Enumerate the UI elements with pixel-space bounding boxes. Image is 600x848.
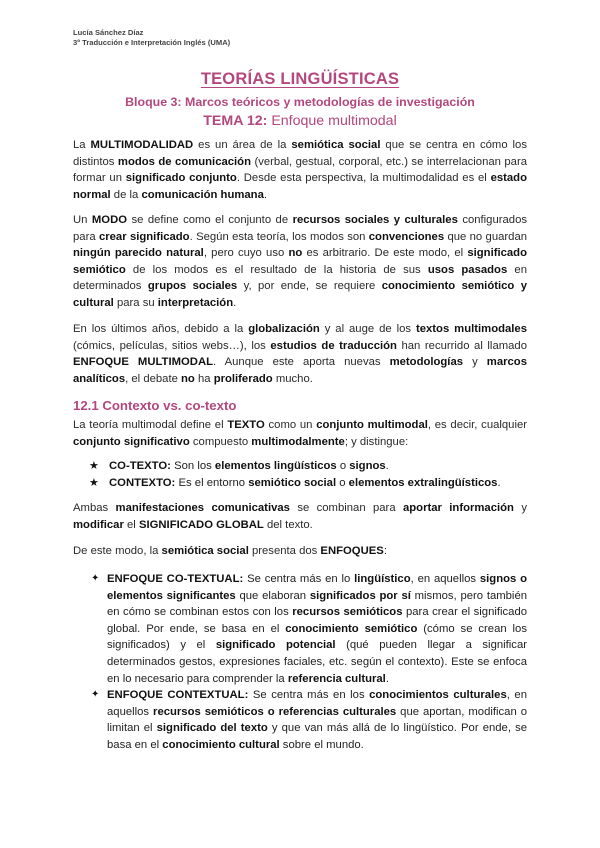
paragraph-enfoque-multimodal: En los últimos años, debido a la globalización y al auge de los textos multimodales (cómics, películas, sitios webs…), los estudios de traducción han recurrido al llamado ENFOQUE MULTIMODAL. Aunque este aporta nuevas metodologías y marcos analíticos, el debate no ha proliferado mucho. bbox=[73, 323, 527, 385]
list-item bbox=[73, 687, 527, 753]
bullet-text: CO-TEXTO: Son los elementos lingüísticos o signos. bbox=[109, 460, 389, 472]
paragraph-texto: La teoría multimodal define el TEXTO como un conjunto multimodal, es decir, cualquier conjunto significativo compuesto multimodalmente; y distingue: bbox=[73, 419, 528, 448]
list-item bbox=[73, 475, 527, 492]
star-bullet-icon: ★ bbox=[89, 476, 99, 489]
block-subtitle: Bloque 3: Marcos teóricos y metodologías de investigación bbox=[125, 95, 475, 109]
section-heading: 12.1 Contexto vs. co-texto bbox=[73, 398, 237, 413]
diamond-bullet-list bbox=[73, 571, 527, 754]
paragraph-ambas: Ambas manifestaciones comunicativas se combinan para aportar información y modificar el SIGNIFICADO GLOBAL del texto. bbox=[73, 502, 527, 531]
course-name: 3º Traducción e Interpretación Inglés (UMA) bbox=[73, 38, 231, 47]
author-name: Lucía Sánchez Díaz bbox=[73, 28, 144, 37]
star-bullet-icon: ★ bbox=[89, 460, 99, 472]
bullet-text: ENFOQUE CO-TEXTUAL: Se centra más en lo lingüístico, en aquellos signos o elementos significantes que elaboran significados por sí mismos, pero también en cómo se combinan estos con los recursos semióticos para crear el significado global. Por ende, se basa en el conocimiento semiótico (cómo se crean los significados) y el significado potencial (qué pueden llegar a significar determinados gestos, expresiones faciales, etc. según el contexto). Este se enfoca en lo necesario para comprender la referencia cultural. bbox=[107, 573, 528, 685]
bullet-text: CONTEXTO: Es el entorno semiótico social o elementos extralingüísticos. bbox=[109, 476, 501, 489]
topic-number: TEMA 12: bbox=[203, 113, 268, 129]
diamond-bullet-icon: ✦ bbox=[91, 573, 100, 584]
diamond-bullet-icon: ✦ bbox=[91, 689, 100, 701]
paragraph-enfoques: De este modo, la semiótica social presenta dos ENFOQUES: bbox=[73, 545, 387, 557]
paragraph-modo: Un MODO se define como el conjunto de recursos sociales y culturales configurados para crear significado. Según esta teoría, los modos son convenciones que no guardan ningún parecido natural, pero cuyo uso no es arbitrario. De este modo, el significado semiótico de los modos es el resultado de la historia de sus usos pasados en determinados grupos sociales y, por ende, se requiere conocimiento semiótico y cultural para su interpretación. bbox=[73, 214, 528, 309]
list-item bbox=[73, 571, 527, 687]
topic-heading bbox=[0, 113, 600, 129]
bullet-text: ENFOQUE CONTEXTUAL: Se centra más en los conocimientos culturales, en aquellos recursos semióticos o referencias culturales que aportan, modifican o limitan el significado del texto y que van más allá de lo lingüístico. Por ende, se basa en el conocimiento cultural sobre el mundo. bbox=[107, 689, 527, 751]
page-header bbox=[73, 28, 230, 48]
list-item bbox=[73, 458, 527, 475]
star-bullet-list bbox=[73, 458, 527, 491]
topic-name: Enfoque multimodal bbox=[271, 113, 397, 129]
document-title: TEORÍAS LINGÜÍSTICAS bbox=[200, 70, 400, 88]
paragraph-multimodalidad: La MULTIMODALIDAD es un área de la semiótica social que se centra en cómo los distintos modos de comunicación (verbal, gestual, corporal, etc.) se interrelacionan para formar un significado conjunto. Desde esta perspectiva, la multimodalidad es el estado normal de la comunicación humana. bbox=[73, 139, 527, 201]
